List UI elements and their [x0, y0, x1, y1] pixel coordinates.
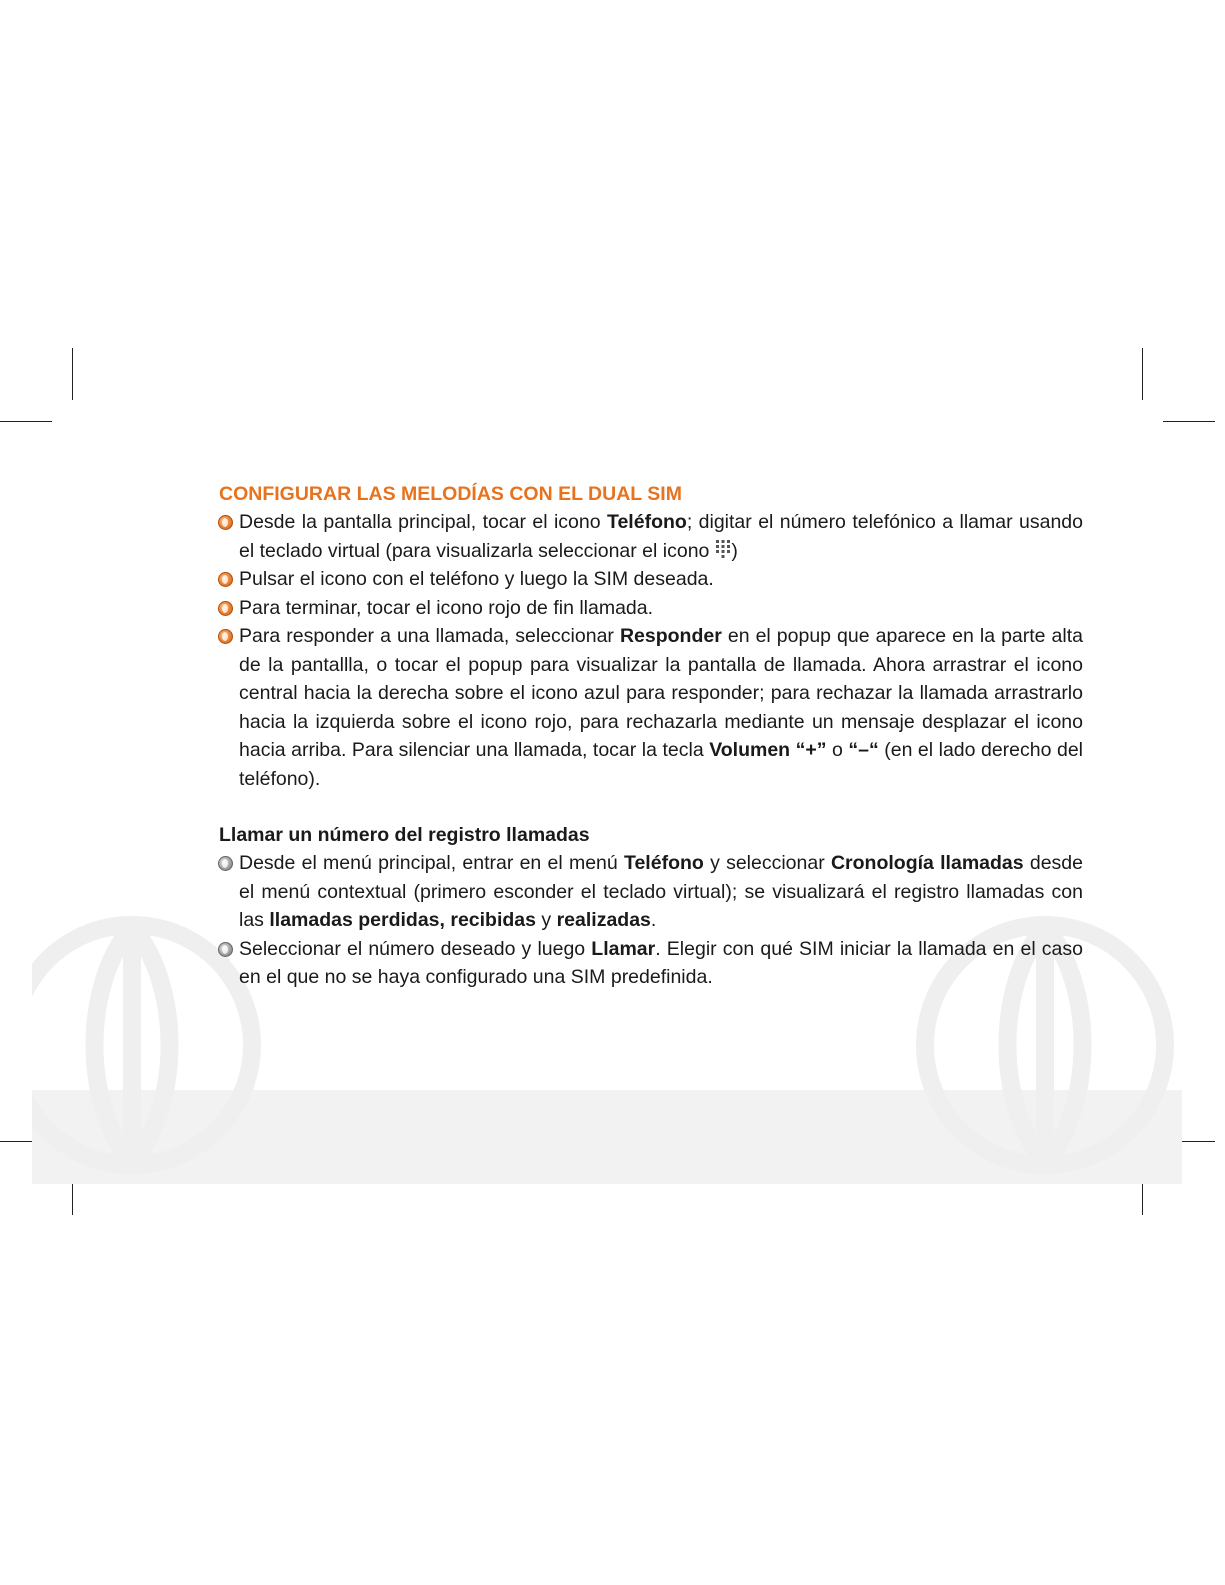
crop-mark-top-left-horizontal — [0, 421, 52, 422]
orange-bullet-icon — [218, 515, 233, 530]
dialpad-icon — [715, 539, 731, 559]
grey-bullet-icon — [218, 942, 233, 957]
call-log-list — [219, 849, 1083, 992]
list-item: Para responder a una llamada, seleccionar Responder en el popup que aparece en la parte alta de la pantallla, o tocar el popup para visualizar la pantalla de llamada. Ahora arrastrar el icono central hacia la derecha sobre el icono azul para responder; para rechazar la llamada arrastrarlo hacia la izquierda sobre el icono rojo, para rechazarla mediante un mensaje desplazar el icono hacia arriba. Para silenciar una llamada, tocar la tecla Volumen “+” o “–“ (en el lado derecho del teléfono). — [219, 622, 1083, 793]
section-title-call-log: Llamar un número del registro llamadas — [219, 824, 590, 846]
orange-bullet-icon — [218, 629, 233, 644]
list-item: Desde la pantalla principal, tocar el icono Teléfono; digitar el número telefónico a llamar usando el teclado virtual (para visualizarla seleccionar el icono ) — [219, 508, 1083, 565]
orange-bullet-icon — [218, 572, 233, 587]
crop-mark-top-right-horizontal — [1163, 421, 1215, 422]
section-title-dual-sim: CONFIGURAR LAS MELODÍAS CON EL DUAL SIM — [219, 483, 682, 505]
dual-sim-list — [219, 508, 1083, 793]
list-item: Seleccionar el número deseado y luego Llamar. Elegir con qué SIM iniciar la llamada en el caso en el que no se haya configurado una SIM predefinida. — [219, 935, 1083, 992]
grey-bullet-icon — [218, 856, 233, 871]
orange-bullet-icon — [218, 601, 233, 616]
page-content — [219, 480, 1083, 992]
list-item: Para terminar, tocar el icono rojo de fin llamada. — [219, 594, 1083, 623]
list-item: Desde el menú principal, entrar en el menú Teléfono y seleccionar Cronología llamadas desde el menú contextual (primero esconder el teclado virtual); se visualizará el registro llamadas con las llamadas perdidas, recibidas y realizadas. — [219, 849, 1083, 935]
crop-mark-top-left-vertical — [72, 348, 73, 400]
section-spacer — [219, 793, 1083, 821]
crop-mark-top-right-vertical — [1142, 348, 1143, 400]
list-item: Pulsar el icono con el teléfono y luego la SIM deseada. — [219, 565, 1083, 594]
